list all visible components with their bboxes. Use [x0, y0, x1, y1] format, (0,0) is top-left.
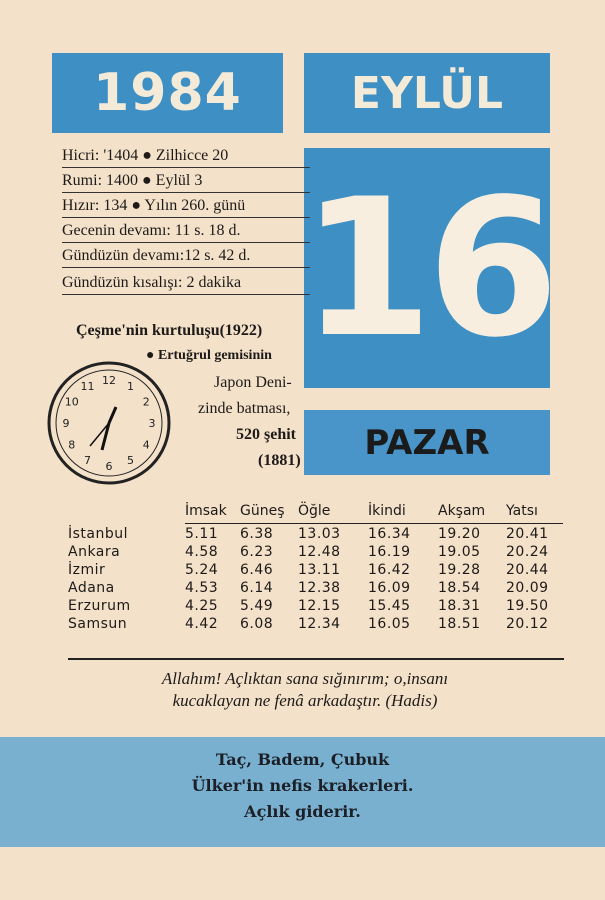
table-header-row [68, 503, 564, 525]
clock-numeral: 2 [142, 395, 150, 409]
time-cell: 12.15 [298, 598, 341, 614]
clock-numeral: 10 [64, 395, 79, 409]
time-cell: 18.31 [438, 598, 481, 614]
ad-line-3: Açlık giderir. [244, 802, 361, 821]
note-ertugrul: ● Ertuğrul gemisinin [146, 348, 272, 363]
table-bottom-rule [68, 658, 564, 660]
clock-numeral: 3 [148, 417, 156, 430]
prayer-times-table [68, 503, 564, 633]
clock-numeral: 1 [127, 379, 134, 393]
table-row [68, 579, 564, 597]
info-hicri: Hicri: '1404 ● Zilhicce 20 [62, 145, 310, 168]
header-aksam: Akşam [438, 503, 486, 519]
header-ikindi: İkindi [368, 503, 406, 519]
clock-numeral: 6 [105, 460, 113, 473]
note-sehit: 520 şehit [236, 426, 296, 443]
day-number: 16 [304, 148, 550, 388]
table-row [68, 615, 564, 633]
city-cell: Ankara [68, 544, 121, 560]
time-cell: 5.24 [185, 562, 219, 578]
note-batmasi: zinde batması, [198, 400, 291, 417]
table-row [68, 561, 564, 579]
clock-numeral: 4 [142, 438, 150, 452]
header-ogle: Öğle [298, 503, 331, 519]
info-rumi: Rumi: 1400 ● Eylül 3 [62, 170, 310, 193]
time-cell: 19.05 [438, 544, 481, 560]
time-cell: 6.23 [240, 544, 274, 560]
time-cell: 12.38 [298, 580, 341, 596]
ad-line-2: Ülker'in nefis krakerleri. [191, 776, 414, 795]
note-japon: Japon Deni- [214, 374, 292, 391]
time-cell: 16.09 [368, 580, 411, 596]
time-cell: 18.54 [438, 580, 481, 596]
time-cell: 6.38 [240, 526, 274, 542]
time-cell: 13.03 [298, 526, 341, 542]
time-cell: 20.12 [506, 616, 549, 632]
time-cell: 16.34 [368, 526, 411, 542]
info-night-length: Gecenin devamı: 11 s. 18 d. [62, 220, 310, 243]
time-cell: 13.11 [298, 562, 341, 578]
quote-line-2: kucaklayan ne fenâ arkadaştır. (Hadis) [172, 691, 438, 710]
time-cell: 4.58 [185, 544, 219, 560]
city-cell: Adana [68, 580, 115, 596]
info-hizir: Hızır: 134 ● Yılın 260. günü [62, 195, 310, 218]
year-box: 1984 [52, 53, 283, 133]
city-cell: İstanbul [68, 526, 129, 542]
city-cell: Samsun [68, 616, 128, 632]
clock-numeral: 8 [68, 438, 76, 452]
time-cell: 20.44 [506, 562, 549, 578]
time-cell: 12.34 [298, 616, 341, 632]
time-cell: 6.14 [240, 580, 274, 596]
header-gunes: Güneş [240, 503, 285, 519]
clock-numeral: 5 [127, 454, 134, 468]
time-cell: 5.11 [185, 526, 219, 542]
clock-numeral: 7 [84, 454, 91, 468]
clock-numeral: 12 [102, 374, 116, 387]
time-cell: 20.41 [506, 526, 549, 542]
time-cell: 18.51 [438, 616, 481, 632]
clock-icon [46, 360, 172, 486]
month-box: EYLÜL [304, 53, 550, 133]
time-cell: 4.25 [185, 598, 219, 614]
time-cell: 20.24 [506, 544, 549, 560]
advertisement-band [0, 737, 605, 847]
time-cell: 15.45 [368, 598, 411, 614]
ad-line-1: Taç, Badem, Çubuk [215, 750, 390, 769]
time-cell: 5.49 [240, 598, 274, 614]
time-cell: 16.42 [368, 562, 411, 578]
header-city [68, 503, 185, 525]
clock-numeral: 9 [62, 417, 70, 430]
time-cell: 6.46 [240, 562, 274, 578]
time-cell: 4.53 [185, 580, 219, 596]
clock-numeral: 11 [80, 379, 95, 393]
info-day-length: Gündüzün devamı:12 s. 42 d. [62, 245, 310, 268]
time-cell: 19.20 [438, 526, 481, 542]
hadith-quote [60, 668, 550, 712]
table-row [68, 597, 564, 615]
time-cell: 16.05 [368, 616, 411, 632]
time-cell: 19.50 [506, 598, 549, 614]
time-cell: 4.42 [185, 616, 219, 632]
header-imsak: İmsak [185, 503, 227, 519]
time-cell: 19.28 [438, 562, 481, 578]
note-year-1881: (1881) [258, 452, 301, 469]
city-cell: İzmir [68, 562, 106, 578]
time-cell: 20.09 [506, 580, 549, 596]
table-row [68, 525, 564, 543]
header-yatsi: Yatsı [506, 503, 538, 519]
city-cell: Erzurum [68, 598, 131, 614]
note-cesme: Çeşme'nin kurtuluşu(1922) [76, 322, 263, 339]
weekday-box: PAZAR [304, 410, 550, 475]
table-row [68, 543, 564, 561]
time-cell: 16.19 [368, 544, 411, 560]
time-cell: 12.48 [298, 544, 341, 560]
info-day-shortening: Gündüzün kısalışı: 2 dakika [62, 272, 310, 295]
time-cell: 6.08 [240, 616, 274, 632]
quote-line-1: Allahım! Açlıktan sana sığınırım; o,insanı [161, 669, 449, 688]
